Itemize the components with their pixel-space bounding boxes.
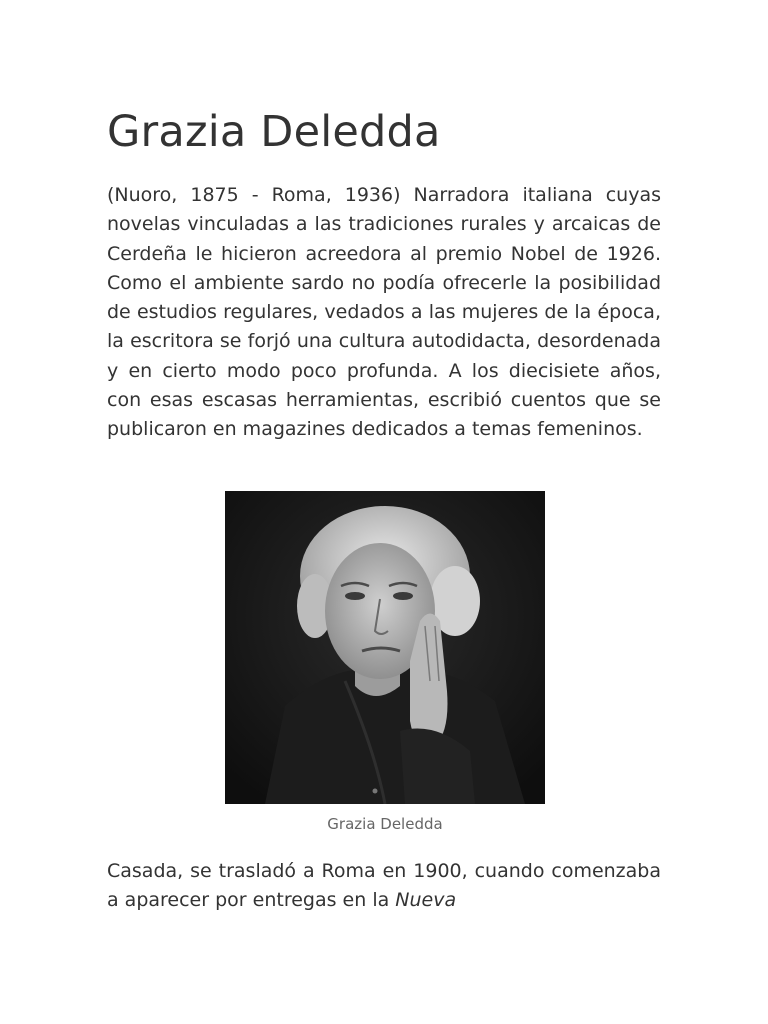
- intro-paragraph: (Nuoro, 1875 - Roma, 1936) Narradora italiana cuyas novelas vinculadas a las tradiciones rurales y arcaicas de Cerdeña le hicieron acreedora al premio Nobel de 1926. Como el ambiente sardo no podía ofrecerle la posibilidad de estudios regulares, vedados a las mujeres de la época, la escritora se forjó una cultura autodidacta, desordenada y en cierto modo poco profunda. A los diecisiete años, con esas escasas herramientas, escribió cuentos que se publicaron en magazines dedicados a temas femeninos.: [107, 184, 661, 441]
- portrait-photo: [225, 491, 545, 804]
- page-title: Grazia Deledda: [107, 107, 441, 157]
- second-paragraph: [107, 857, 661, 916]
- second-paragraph-italic: Nueva: [395, 889, 457, 912]
- second-paragraph-text: Casada, se trasladó a Roma en 1900, cuando comenzaba a aparecer por entregas en la: [107, 860, 661, 912]
- photo-caption: Grazia Deledda: [327, 815, 443, 833]
